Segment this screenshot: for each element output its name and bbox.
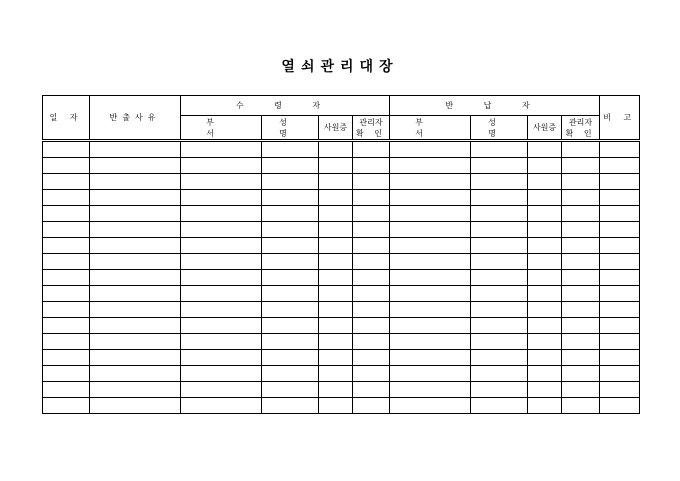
table-cell[interactable] [353,302,390,318]
table-cell[interactable] [562,350,600,366]
header-receiver-admin-check: 관리자 확 인 [353,116,390,141]
table-cell[interactable] [600,270,640,286]
header-receiver-dept: 부 서 [181,116,262,141]
table-cell[interactable] [528,350,562,366]
table-cell[interactable] [319,350,353,366]
table-cell[interactable] [262,318,319,334]
table-cell[interactable] [600,350,640,366]
table-cell[interactable] [90,190,181,206]
table-cell[interactable] [353,270,390,286]
header-date: 일 자 [43,96,90,141]
table-cell[interactable] [562,270,600,286]
table-cell[interactable] [181,318,262,334]
table-row [43,318,640,334]
table-cell[interactable] [353,158,390,174]
table-cell[interactable] [262,382,319,398]
table-cell[interactable] [262,398,319,414]
table-cell[interactable] [390,398,471,414]
ledger-body [43,141,640,414]
table-cell[interactable] [43,158,90,174]
table-cell[interactable] [319,254,353,270]
header-reason: 반출사유 [90,96,181,141]
table-cell[interactable] [528,222,562,238]
table-cell[interactable] [90,398,181,414]
table-cell[interactable] [471,174,528,190]
table-cell[interactable] [600,254,640,270]
table-cell[interactable] [471,366,528,382]
table-cell[interactable] [319,334,353,350]
table-cell[interactable] [528,318,562,334]
table-row [43,238,640,254]
table-cell[interactable] [262,158,319,174]
table-cell[interactable] [390,206,471,222]
header-returner-id-card: 사원증 [528,116,562,141]
table-cell[interactable] [471,318,528,334]
table-cell[interactable] [471,190,528,206]
table-cell[interactable] [600,334,640,350]
table-cell[interactable] [262,350,319,366]
table-cell[interactable] [90,302,181,318]
table-cell[interactable] [43,222,90,238]
table-cell[interactable] [600,398,640,414]
table-cell[interactable] [262,366,319,382]
table-cell[interactable] [262,141,319,158]
table-cell[interactable] [471,334,528,350]
table-cell[interactable] [262,334,319,350]
table-cell[interactable] [600,318,640,334]
table-row [43,190,640,206]
table-cell[interactable] [90,206,181,222]
table-cell[interactable] [262,222,319,238]
table-cell[interactable] [90,222,181,238]
table-cell[interactable] [562,254,600,270]
table-cell[interactable] [319,366,353,382]
table-cell[interactable] [262,302,319,318]
table-cell[interactable] [600,286,640,302]
table-cell[interactable] [319,206,353,222]
table-cell[interactable] [390,190,471,206]
table-cell[interactable] [43,190,90,206]
table-cell[interactable] [471,254,528,270]
table-row [43,222,640,238]
table-cell[interactable] [43,141,90,158]
table-cell[interactable] [181,350,262,366]
table-cell[interactable] [43,350,90,366]
header-receiver-group: 수 령 자 [181,96,390,116]
table-cell[interactable] [562,206,600,222]
table-cell[interactable] [471,238,528,254]
table-cell[interactable] [181,222,262,238]
table-cell[interactable] [43,238,90,254]
table-cell[interactable] [319,222,353,238]
table-cell[interactable] [43,302,90,318]
table-cell[interactable] [262,286,319,302]
table-cell[interactable] [528,286,562,302]
table-cell[interactable] [262,254,319,270]
table-cell[interactable] [353,366,390,382]
table-cell[interactable] [562,222,600,238]
table-cell[interactable] [181,174,262,190]
table-cell[interactable] [528,174,562,190]
table-cell[interactable] [181,334,262,350]
table-cell[interactable] [471,398,528,414]
table-cell[interactable] [319,318,353,334]
header-returner-dept: 부 서 [390,116,471,141]
table-cell[interactable] [181,158,262,174]
table-cell[interactable] [390,318,471,334]
table-cell[interactable] [43,286,90,302]
table-cell[interactable] [181,302,262,318]
table-cell[interactable] [600,206,640,222]
table-row [43,286,640,302]
table-cell[interactable] [390,334,471,350]
table-cell[interactable] [562,238,600,254]
table-cell[interactable] [181,366,262,382]
table-cell[interactable] [262,270,319,286]
table-row [43,158,640,174]
table-cell[interactable] [471,350,528,366]
table-row [43,206,640,222]
table-cell[interactable] [353,334,390,350]
table-cell[interactable] [353,398,390,414]
table-cell[interactable] [353,238,390,254]
table-cell[interactable] [43,382,90,398]
table-cell[interactable] [353,350,390,366]
table-cell[interactable] [562,366,600,382]
table-cell[interactable] [390,238,471,254]
table-cell[interactable] [528,334,562,350]
table-cell[interactable] [43,318,90,334]
table-cell[interactable] [319,238,353,254]
table-cell[interactable] [319,141,353,158]
table-cell[interactable] [353,174,390,190]
table-cell[interactable] [471,302,528,318]
table-cell[interactable] [390,254,471,270]
table-cell[interactable] [471,158,528,174]
table-cell[interactable] [181,141,262,158]
table-row [43,254,640,270]
table-cell[interactable] [90,174,181,190]
table-cell[interactable] [90,254,181,270]
table-cell[interactable] [90,141,181,158]
header-receiver-id-card: 사원증 [319,116,353,141]
table-cell[interactable] [390,302,471,318]
table-cell[interactable] [90,318,181,334]
table-cell[interactable] [262,206,319,222]
table-cell[interactable] [90,270,181,286]
table-cell[interactable] [528,206,562,222]
table-cell[interactable] [262,238,319,254]
table-cell[interactable] [600,366,640,382]
table-cell[interactable] [181,238,262,254]
table-cell[interactable] [43,174,90,190]
table-row [43,382,640,398]
table-cell[interactable] [90,350,181,366]
table-cell[interactable] [353,382,390,398]
table-cell[interactable] [600,238,640,254]
table-cell[interactable] [390,158,471,174]
table-cell[interactable] [390,174,471,190]
table-row [43,334,640,350]
header-receiver-name: 성 명 [262,116,319,141]
table-cell[interactable] [353,318,390,334]
table-cell[interactable] [390,270,471,286]
table-cell[interactable] [471,141,528,158]
table-cell[interactable] [390,286,471,302]
table-cell[interactable] [528,366,562,382]
table-cell[interactable] [390,382,471,398]
header-returner-name: 성 명 [471,116,528,141]
table-cell[interactable] [43,366,90,382]
table-cell[interactable] [181,254,262,270]
table-cell[interactable] [90,286,181,302]
table-cell[interactable] [528,382,562,398]
table-cell[interactable] [562,286,600,302]
table-cell[interactable] [471,382,528,398]
header-remarks: 비 고 [600,96,640,141]
table-row [43,366,640,382]
table-cell[interactable] [471,206,528,222]
table-cell[interactable] [390,222,471,238]
table-cell[interactable] [600,141,640,158]
table-cell[interactable] [90,382,181,398]
table-cell[interactable] [181,190,262,206]
table-cell[interactable] [353,206,390,222]
table-cell[interactable] [528,141,562,158]
table-cell[interactable] [390,350,471,366]
table-cell[interactable] [600,302,640,318]
table-cell[interactable] [43,254,90,270]
table-cell[interactable] [43,206,90,222]
table-row [43,141,640,158]
table-cell[interactable] [319,158,353,174]
table-cell[interactable] [600,382,640,398]
table-cell[interactable] [262,190,319,206]
table-cell[interactable] [390,366,471,382]
table-cell[interactable] [562,382,600,398]
table-row [43,350,640,366]
table-cell[interactable] [528,158,562,174]
table-cell[interactable] [319,286,353,302]
table-cell[interactable] [90,238,181,254]
table-cell[interactable] [471,222,528,238]
table-cell[interactable] [181,398,262,414]
table-cell[interactable] [181,270,262,286]
table-cell[interactable] [319,382,353,398]
table-cell[interactable] [43,270,90,286]
table-cell[interactable] [353,254,390,270]
table-cell[interactable] [562,302,600,318]
table-row [43,302,640,318]
table-cell[interactable] [353,141,390,158]
header-returner-admin-check: 관리자 확 인 [562,116,600,141]
table-cell[interactable] [319,174,353,190]
table-cell[interactable] [353,190,390,206]
table-cell[interactable] [319,398,353,414]
table-cell[interactable] [528,238,562,254]
table-row [43,398,640,414]
table-cell[interactable] [43,398,90,414]
header-returner-group: 반 납 자 [390,96,600,116]
table-cell[interactable] [90,158,181,174]
table-cell[interactable] [600,190,640,206]
table-cell[interactable] [562,158,600,174]
table-cell[interactable] [90,334,181,350]
table-cell[interactable] [562,141,600,158]
table-cell[interactable] [90,366,181,382]
table-cell[interactable] [528,302,562,318]
table-cell[interactable] [528,254,562,270]
key-management-ledger [42,95,640,414]
table-cell[interactable] [528,398,562,414]
table-cell[interactable] [319,302,353,318]
table-cell[interactable] [600,158,640,174]
table-cell[interactable] [600,174,640,190]
table-cell[interactable] [562,398,600,414]
table-cell[interactable] [353,222,390,238]
table-cell[interactable] [562,190,600,206]
table-row [43,174,640,190]
table-cell[interactable] [181,286,262,302]
table-cell[interactable] [471,270,528,286]
table-cell[interactable] [390,141,471,158]
table-cell[interactable] [319,270,353,286]
table-cell[interactable] [43,334,90,350]
table-cell[interactable] [181,382,262,398]
table-cell[interactable] [528,190,562,206]
page-title: 열쇠관리대장 [281,59,399,75]
table-cell[interactable] [562,334,600,350]
table-cell[interactable] [600,222,640,238]
table-cell[interactable] [319,190,353,206]
table-cell[interactable] [262,174,319,190]
table-cell[interactable] [562,174,600,190]
table-cell[interactable] [562,318,600,334]
table-cell[interactable] [528,270,562,286]
table-cell[interactable] [353,286,390,302]
table-row [43,270,640,286]
table-cell[interactable] [471,286,528,302]
table-cell[interactable] [181,206,262,222]
